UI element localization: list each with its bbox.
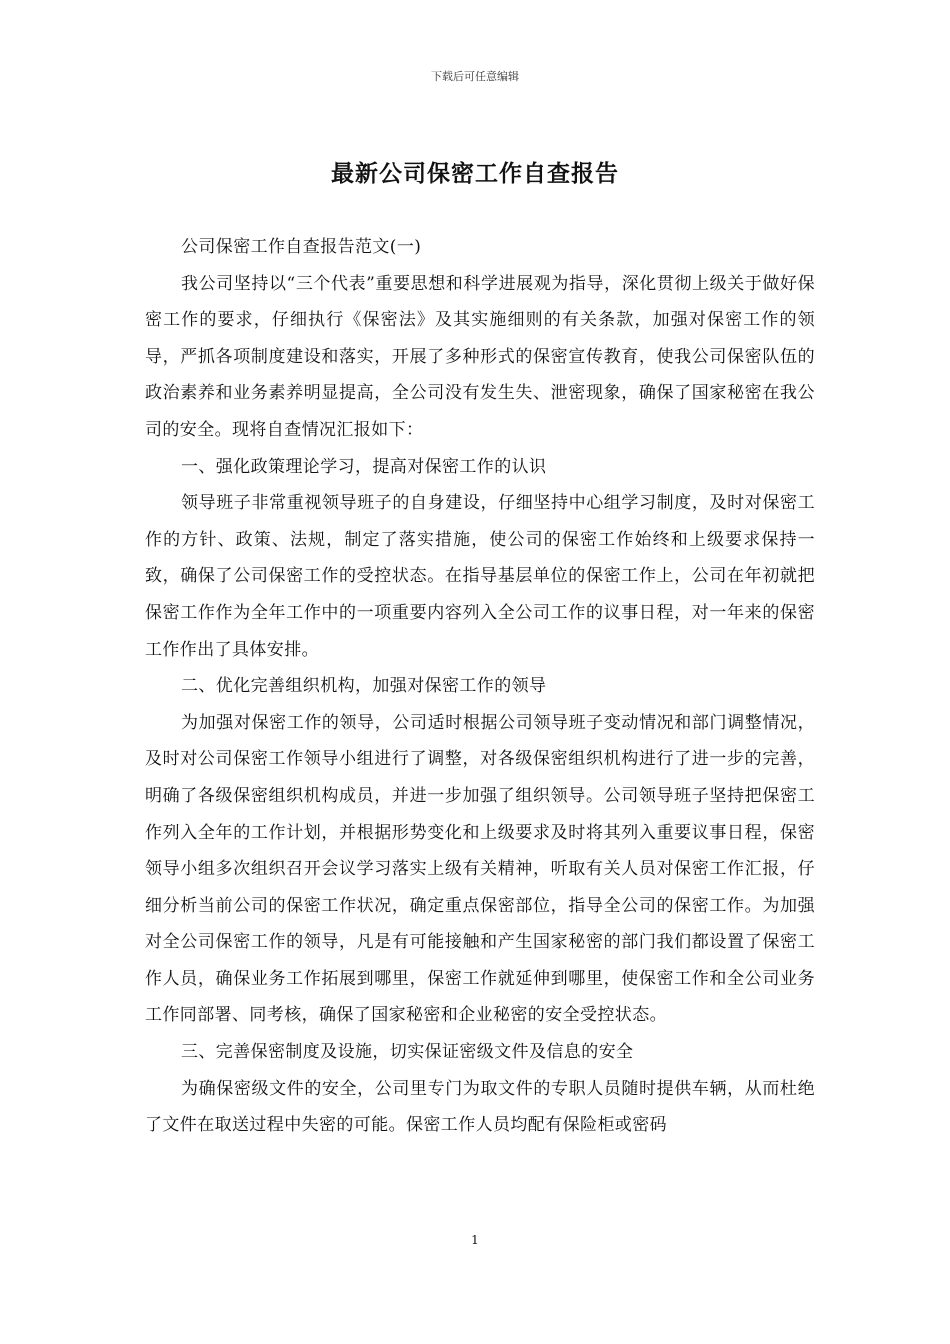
section-heading-2: 二、优化完善组织机构，加强对保密工作的领导 [181,676,547,697]
header-note: 下载后可任意编辑 [431,70,519,83]
page-number: 1 [471,1233,479,1247]
document-body [145,229,815,1144]
section-heading-1: 一、强化政策理论学习，提高对保密工作的认识 [181,456,547,477]
paragraph-section-2: 为加强对保密工作的领导，公司适时根据公司领导班子变动情况和部门调整情况，及时对公司保密工作领导小组进行了调整，对各级保密组织机构进行了进一步的完善，明确了各级保密组织机构成员，并进一步加强了组织领导。公司领导班子坚持把保密工作列入全年的工作计划，并根据形势变化和上级要求及时将其列入重要议事日程，保密领导小组多次组织召开会议学习落实上级有关精神，听取有关人员对保密工作汇报，仔细分析当前公司的保密工作状况，确定重点保密部位，指导全公司的保密工作。为加强对全公司保密工作的领导，凡是有可能接触和产生国家秘密的部门我们都设置了保密工作人员，确保业务工作拓展到哪里，保密工作就延伸到哪里，使保密工作和全公司业务工作同部署、同考核，确保了国家秘密和企业秘密的安全受控状态。 [145,712,815,1026]
section-heading-3: 三、完善保密制度及设施，切实保证密级文件及信息的安全 [181,1042,634,1063]
paragraph-section-1: 领导班子非常重视领导班子的自身建设，仔细坚持中心组学习制度，及时对保密工作的方针、政策、法规，制定了落实措施，使公司的保密工作始终和上级要求保持一致，确保了公司保密工作的受控状态。在指导基层单位的保密工作上，公司在年初就把保密工作作为全年工作中的一项重要内容列入全公司工作的议事日程，对一年来的保密工作作出了具体安排。 [145,493,815,660]
paragraph-subtitle: 公司保密工作自查报告范文(一) [181,237,422,257]
document-title: 最新公司保密工作自查报告 [331,160,619,187]
paragraph-section-3: 为确保密级文件的安全，公司里专门为取文件的专职人员随时提供车辆，从而杜绝了文件在取送过程中失密的可能。保密工作人员均配有保险柜或密码 [145,1078,815,1136]
paragraph-intro: 我公司坚持以“三个代表”重要思想和科学进展观为指导，深化贯彻上级关于做好保密工作的要求，仔细执行《保密法》及其实施细则的有关条款，加强对保密工作的领导，严抓各项制度建设和落实，开展了多种形式的保密宣传教育，使我公司保密队伍的政治素养和业务素养明显提高，全公司没有发生失、泄密现象，确保了国家秘密在我公司的安全。现将自查情况汇报如下： [145,273,815,440]
